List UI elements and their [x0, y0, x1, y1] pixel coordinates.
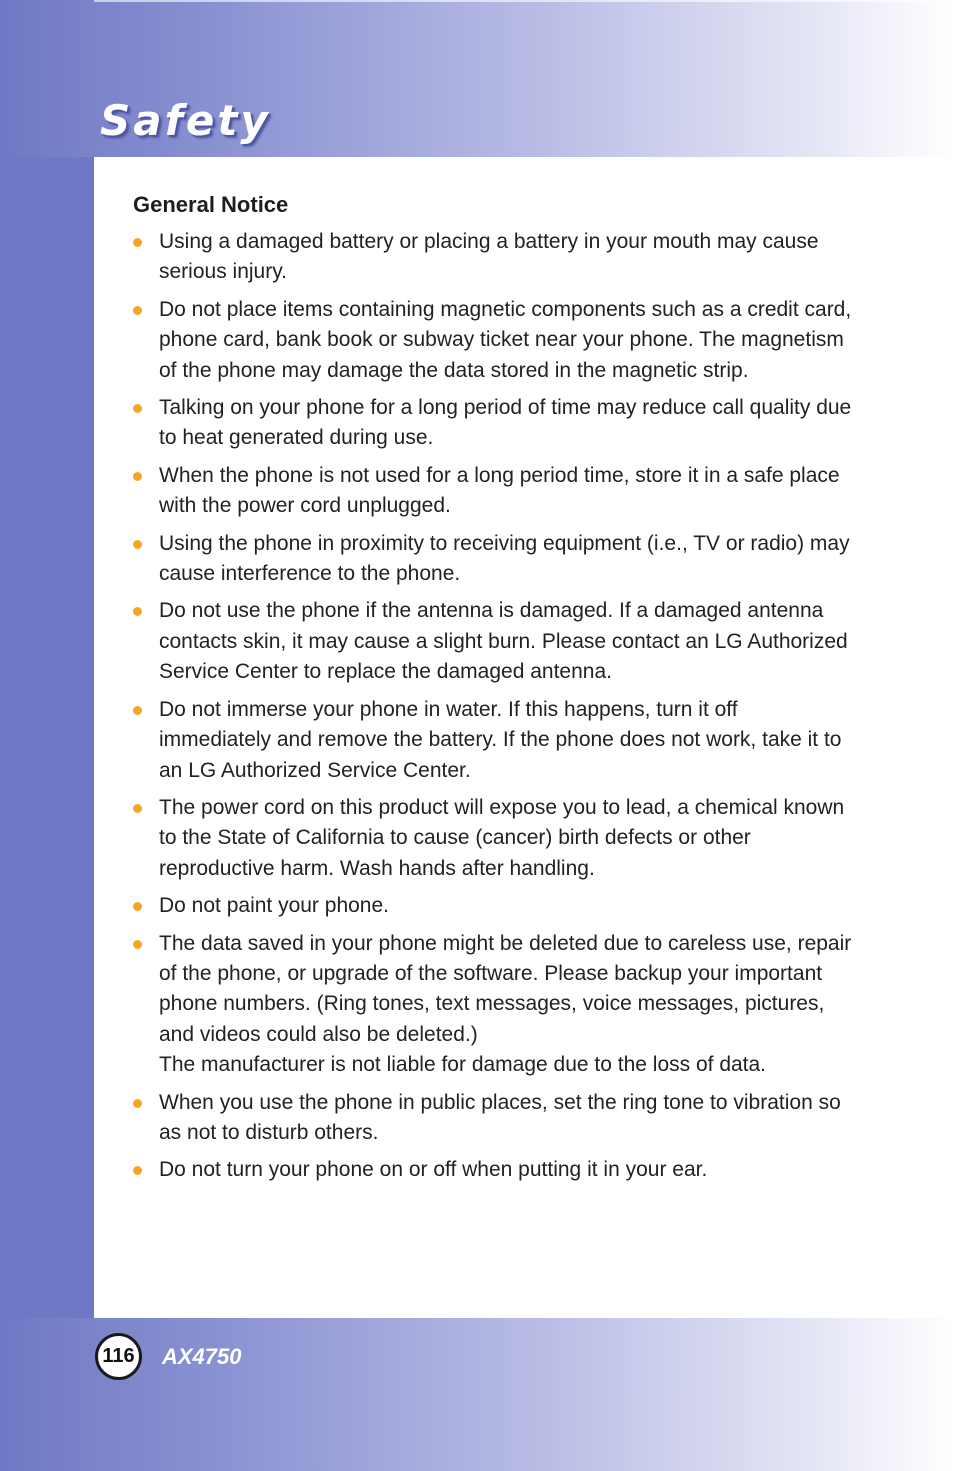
list-item-text: Do not immerse your phone in water. If this happens, turn it off immediately and remove the battery. If the phone does not work, take it to an LG Authorized Service Center.	[159, 697, 842, 782]
list-item	[133, 891, 853, 921]
content-area	[94, 157, 954, 1318]
list-item	[133, 695, 853, 786]
list-item-text: Talking on your phone for a long period of time may reduce call quality due to heat generated during use.	[159, 396, 852, 450]
list-item-text: The data saved in your phone might be deleted due to careless use, repair of the phone, or upgrade of the software. Please backup your important phone numbers. (Ring tones, text messages, voice messages, pictures, and videos could also be deleted.)	[159, 931, 852, 1046]
list-item-text: Do not paint your phone.	[159, 894, 389, 918]
section-heading: General Notice	[133, 192, 289, 217]
list-item	[133, 1155, 853, 1185]
footer-banner	[0, 1318, 954, 1471]
left-margin-band	[0, 0, 94, 1471]
bullet-icon	[133, 940, 142, 949]
bullet-icon	[133, 404, 142, 413]
list-item	[133, 596, 853, 687]
bullet-icon	[133, 902, 142, 911]
bullet-icon	[133, 1099, 142, 1108]
list-item-text: Using a damaged battery or placing a battery in your mouth may cause serious injury.	[159, 230, 819, 284]
list-item	[133, 1088, 853, 1149]
list-item	[133, 793, 853, 884]
bullet-icon	[133, 306, 142, 315]
list-item-text: When you use the phone in public places, set the ring tone to vibration so as not to disturb others.	[159, 1090, 841, 1144]
page-title: Safety	[100, 96, 271, 145]
list-item	[133, 461, 853, 522]
list-item	[133, 929, 853, 1081]
page-number: 116	[102, 1345, 135, 1367]
list-item-text: Do not turn your phone on or off when putting it in your ear.	[159, 1158, 708, 1182]
list-item	[133, 295, 853, 386]
bullet-icon	[133, 804, 142, 813]
bullet-icon	[133, 607, 142, 616]
bullet-icon	[133, 472, 142, 481]
list-item	[133, 393, 853, 454]
model-name: AX4750	[162, 1344, 242, 1369]
bullet-icon	[133, 1166, 142, 1175]
bullet-icon	[133, 706, 142, 715]
list-item-note: The manufacturer is not liable for damage due to the loss of data.	[159, 1053, 767, 1077]
list-item-text: Using the phone in proximity to receiving equipment (i.e., TV or radio) may cause interference to the phone.	[159, 531, 850, 586]
bullet-icon	[133, 540, 142, 549]
list-item-text: When the phone is not used for a long period time, store it in a safe place with the power cord unplugged.	[159, 463, 840, 518]
list-item-text: Do not use the phone if the antenna is damaged. If a damaged antenna contacts skin, it may cause a slight burn. Please contact an LG Authorized Service Center to replace the damaged antenna.	[159, 599, 848, 684]
list-item-text: The power cord on this product will expose you to lead, a chemical known to the State of California to cause (cancer) birth defects or other reproductive harm. Wash hands after handling.	[159, 795, 845, 880]
page-number-badge	[95, 1333, 142, 1380]
header-divider	[94, 0, 954, 2]
list-item	[133, 529, 853, 590]
bullet-icon	[133, 238, 142, 247]
list-item	[133, 227, 853, 288]
list-item-text: Do not place items containing magnetic components such as a credit card, phone card, bank book or subway ticket near your phone. The magnetism of the phone may damage the data stored in the magnetic strip.	[159, 297, 852, 382]
notice-list	[133, 227, 853, 1193]
